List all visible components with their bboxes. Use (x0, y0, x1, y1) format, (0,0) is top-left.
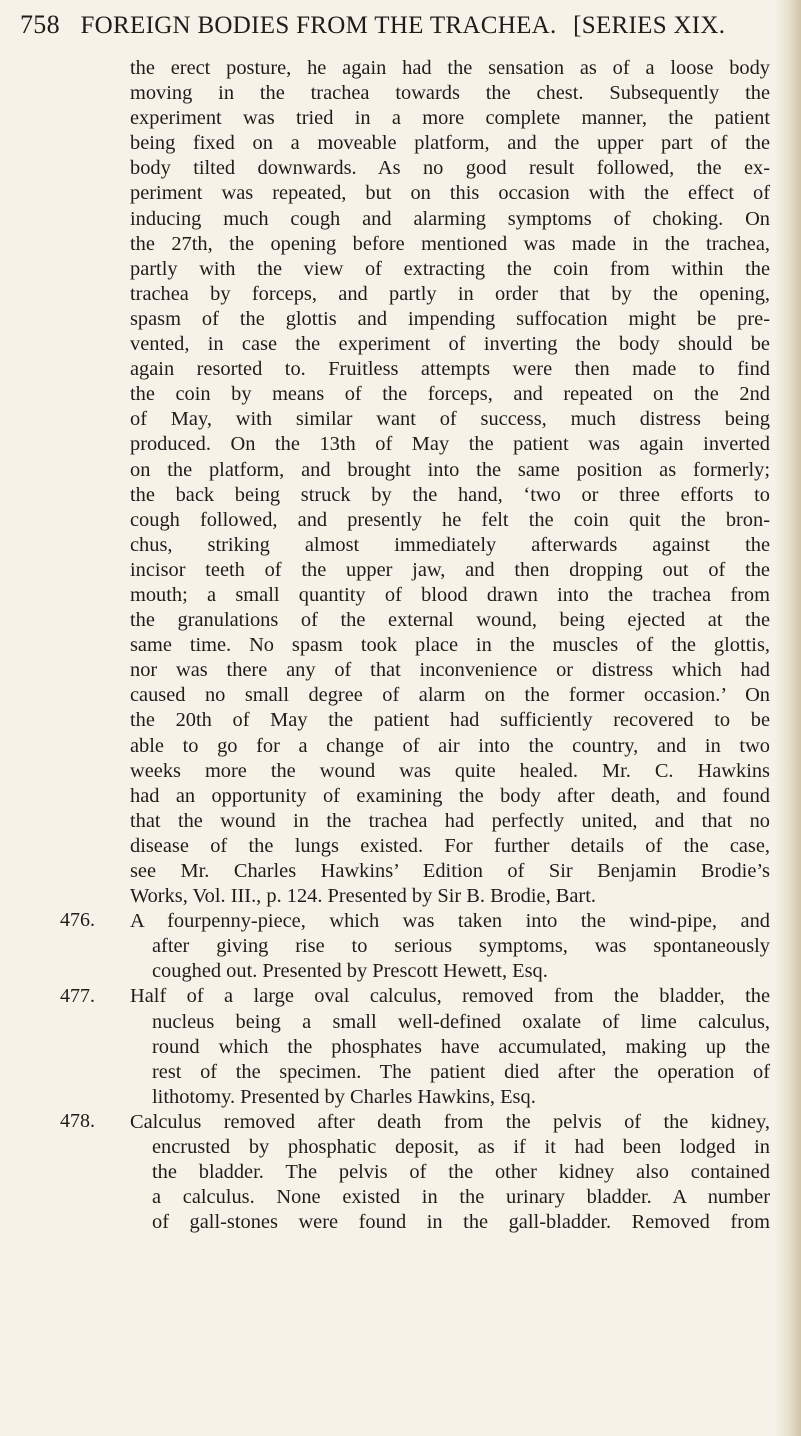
text-line: nor was there any of that inconvenience or distress which had (130, 659, 770, 682)
text-line: again resorted to. Fruitless attempts were then made to find (130, 358, 770, 381)
text-line: A fourpenny-piece, which was taken into the wind-pipe, and (130, 910, 770, 933)
text-line: weeks more the wound was quite healed. Mr. C. Hawkins (130, 759, 770, 782)
text-line: the 27th, the opening before mentioned was made in the trachea, (130, 232, 770, 255)
catalogue-entry (130, 984, 770, 1109)
text-line: had an opportunity of examining the body after death, and found (130, 784, 770, 807)
continuation-paragraph (130, 56, 770, 909)
text-line: after giving rise to serious symptoms, was spontaneously (152, 935, 770, 958)
text-line: the coin by means of the forceps, and repeated on the 2nd (130, 383, 770, 406)
text-line: the bladder. The pelvis of the other kidney also contained (152, 1161, 770, 1184)
text-line: periment was repeated, but on this occasion with the effect of (130, 182, 770, 205)
text-line: partly with the view of extracting the coin from within the (130, 257, 770, 280)
body-text (130, 56, 770, 1235)
text-line: of gall-stones were found in the gall-bladder. Removed from (152, 1211, 770, 1234)
text-line: nucleus being a small well-defined oxalate of lime calculus, (152, 1010, 770, 1033)
text-line: the erect posture, he again had the sensation as of a loose body (130, 57, 770, 79)
text-line: a calculus. None existed in the urinary bladder. A number (152, 1186, 770, 1209)
entry-number: 477. (60, 984, 95, 1007)
text-line: mouth; a small quantity of blood drawn into the trachea from (130, 583, 770, 606)
text-line: Calculus removed after death from the pelvis of the kidney, (130, 1110, 770, 1133)
text-line: produced. On the 13th of May the patient was again inverted (130, 433, 770, 456)
text-line: able to go for a change of air into the country, and in two (130, 734, 770, 757)
page-number: 758 (20, 10, 60, 39)
text-line: lithotomy. Presented by Charles Hawkins, Esq. (152, 1085, 536, 1108)
text-line: round which the phosphates have accumulated, making up the (152, 1035, 770, 1058)
page-edge-shadow (775, 0, 801, 1436)
text-line: same time. No spasm took place in the muscles of the glottis, (130, 634, 770, 657)
catalogue-entries (130, 909, 770, 1235)
text-line: on the platform, and brought into the same position as formerly; (130, 458, 770, 481)
running-title: FOREIGN BODIES FROM THE TRACHEA. (80, 12, 557, 39)
text-line: moving in the trachea towards the chest. Subsequently the (130, 82, 770, 105)
text-line: encrusted by phosphatic deposit, as if it had been lodged in (152, 1136, 770, 1159)
text-line: Works, Vol. III., p. 124. Presented by Sir B. Brodie, Bart. (130, 885, 596, 908)
entry-number: 476. (60, 909, 95, 932)
text-line: of May, with similar want of success, much distress being (130, 408, 770, 431)
text-line: vented, in case the experiment of inverting the body should be (130, 333, 770, 356)
catalogue-entry (130, 909, 770, 984)
text-line: that the wound in the trachea had perfectly united, and that no (130, 809, 770, 832)
entry-number: 478. (60, 1110, 95, 1133)
text-line: incisor teeth of the upper jaw, and then dropping out of the (130, 558, 770, 581)
text-line: experiment was tried in a more complete manner, the patient (130, 107, 770, 130)
text-line: body tilted downwards. As no good result followed, the ex- (130, 157, 770, 180)
text-line: see Mr. Charles Hawkins’ Edition of Sir Benjamin Brodie’s (130, 860, 770, 882)
text-line: the 20th of May the patient had sufficiently recovered to be (130, 709, 770, 732)
text-line: the granulations of the external wound, being ejected at the (130, 609, 770, 632)
text-line: the back being struck by the hand, ‘two or three efforts to (130, 483, 770, 506)
text-line: coughed out. Presented by Prescott Hewett, Esq. (152, 960, 548, 983)
text-line: rest of the specimen. The patient died after the operation of (152, 1060, 770, 1083)
text-line: caused no small degree of alarm on the former occasion.’ On (130, 684, 770, 707)
text-line: trachea by forceps, and partly in order that by the opening, (130, 282, 770, 305)
series-tag: [SERIES XIX. (573, 12, 726, 39)
text-line: cough followed, and presently he felt the coin quit the bron- (130, 508, 770, 531)
text-line: being fixed on a moveable platform, and the upper part of the (130, 132, 770, 155)
text-line: inducing much cough and alarming symptoms of choking. On (130, 207, 770, 230)
text-line: spasm of the glottis and impending suffocation might be pre- (130, 307, 770, 330)
catalogue-entry (130, 1110, 770, 1235)
text-line: Half of a large oval calculus, removed from the bladder, the (130, 985, 770, 1008)
running-header (20, 10, 760, 46)
text-line: disease of the lungs existed. For further details of the case, (130, 834, 770, 857)
text-line: chus, striking almost immediately afterwards against the (130, 533, 770, 556)
